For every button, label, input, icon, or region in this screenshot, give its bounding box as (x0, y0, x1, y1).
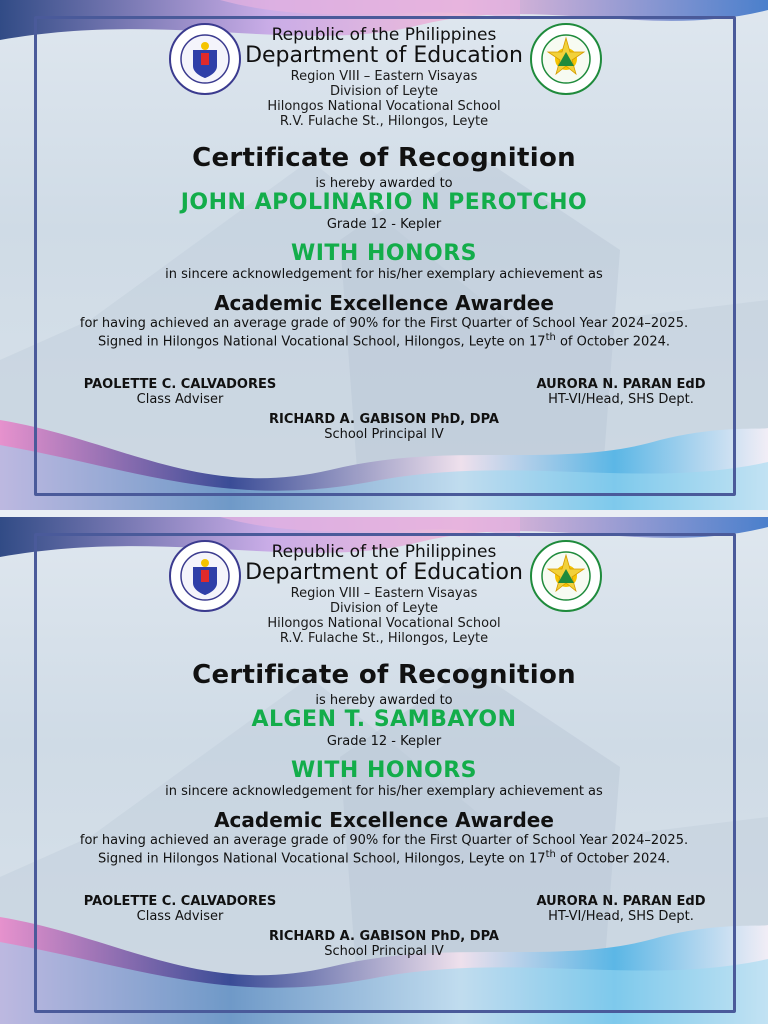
certificate-title: Certificate of Recognition (192, 660, 576, 690)
region-line: Region VIII – Eastern Visayas (290, 586, 478, 601)
honor-label: WITH HONORS (290, 241, 478, 266)
grade-section: Grade 12 - Kepler (326, 734, 442, 749)
certificate-2 (0, 517, 768, 1024)
signatory-role: Class Adviser (136, 909, 224, 924)
school-line: Hilongos National Vocational School (267, 616, 501, 631)
signed-text: Signed in Hilongos National Vocational School, Hilongos, Leyte on 17th of October 2024. (98, 332, 670, 350)
region-line: Region VIII – Eastern Visayas (290, 69, 478, 84)
signatory-name: RICHARD A. GABISON PhD, DPA (269, 929, 499, 944)
certificate-title: Certificate of Recognition (192, 143, 576, 173)
signatory-name: RICHARD A. GABISON PhD, DPA (269, 412, 499, 427)
awarded-text: is hereby awarded to (315, 176, 453, 191)
school-line: Hilongos National Vocational School (267, 99, 501, 114)
division-line: Division of Leyte (329, 84, 439, 99)
signatory-adviser (66, 894, 294, 924)
recipient-name: ALGEN T. SAMBAYON (251, 707, 517, 732)
acknowledgement-text: in sincere acknowledgement for his/her exemplary achievement as (165, 784, 603, 799)
division-line: Division of Leyte (329, 601, 439, 616)
republic-heading: Republic of the Philippines (271, 542, 497, 562)
department-heading: Department of Education (245, 43, 523, 68)
achievement-text: for having achieved an average grade of 90% for the First Quarter of School Year 2024–2025. (79, 316, 689, 331)
award-title: Academic Excellence Awardee (214, 808, 554, 832)
recipient-name: JOHN APOLINARIO N PEROTCHO (180, 190, 588, 215)
achievement-text: for having achieved an average grade of 90% for the First Quarter of School Year 2024–2025. (79, 833, 689, 848)
signatory-role: HT-VI/Head, SHS Dept. (548, 392, 694, 407)
signatory-role: HT-VI/Head, SHS Dept. (548, 909, 694, 924)
address-line: R.V. Fulache St., Hilongos, Leyte (279, 114, 489, 129)
signatory-role: School Principal IV (324, 944, 444, 959)
honor-label: WITH HONORS (290, 758, 478, 783)
signatory-role: Class Adviser (136, 392, 224, 407)
signed-text: Signed in Hilongos National Vocational School, Hilongos, Leyte on 17th of October 2024. (98, 849, 670, 867)
signatory-principal (234, 412, 534, 442)
signatory-name: AURORA N. PARAN EdD (536, 894, 706, 909)
award-title: Academic Excellence Awardee (214, 291, 554, 315)
signatory-role: School Principal IV (324, 427, 444, 442)
signatory-head (518, 894, 724, 924)
signatory-name: PAOLETTE C. CALVADORES (83, 377, 277, 392)
department-heading: Department of Education (245, 560, 523, 585)
signatory-principal (234, 929, 534, 959)
signatory-head (518, 377, 724, 407)
awarded-text: is hereby awarded to (315, 693, 453, 708)
address-line: R.V. Fulache St., Hilongos, Leyte (279, 631, 489, 646)
signatory-name: AURORA N. PARAN EdD (536, 377, 706, 392)
acknowledgement-text: in sincere acknowledgement for his/her exemplary achievement as (165, 267, 603, 282)
republic-heading: Republic of the Philippines (271, 25, 497, 45)
grade-section: Grade 12 - Kepler (326, 217, 442, 232)
certificate-1 (0, 0, 768, 510)
signatory-name: PAOLETTE C. CALVADORES (83, 894, 277, 909)
signatory-adviser (66, 377, 294, 407)
